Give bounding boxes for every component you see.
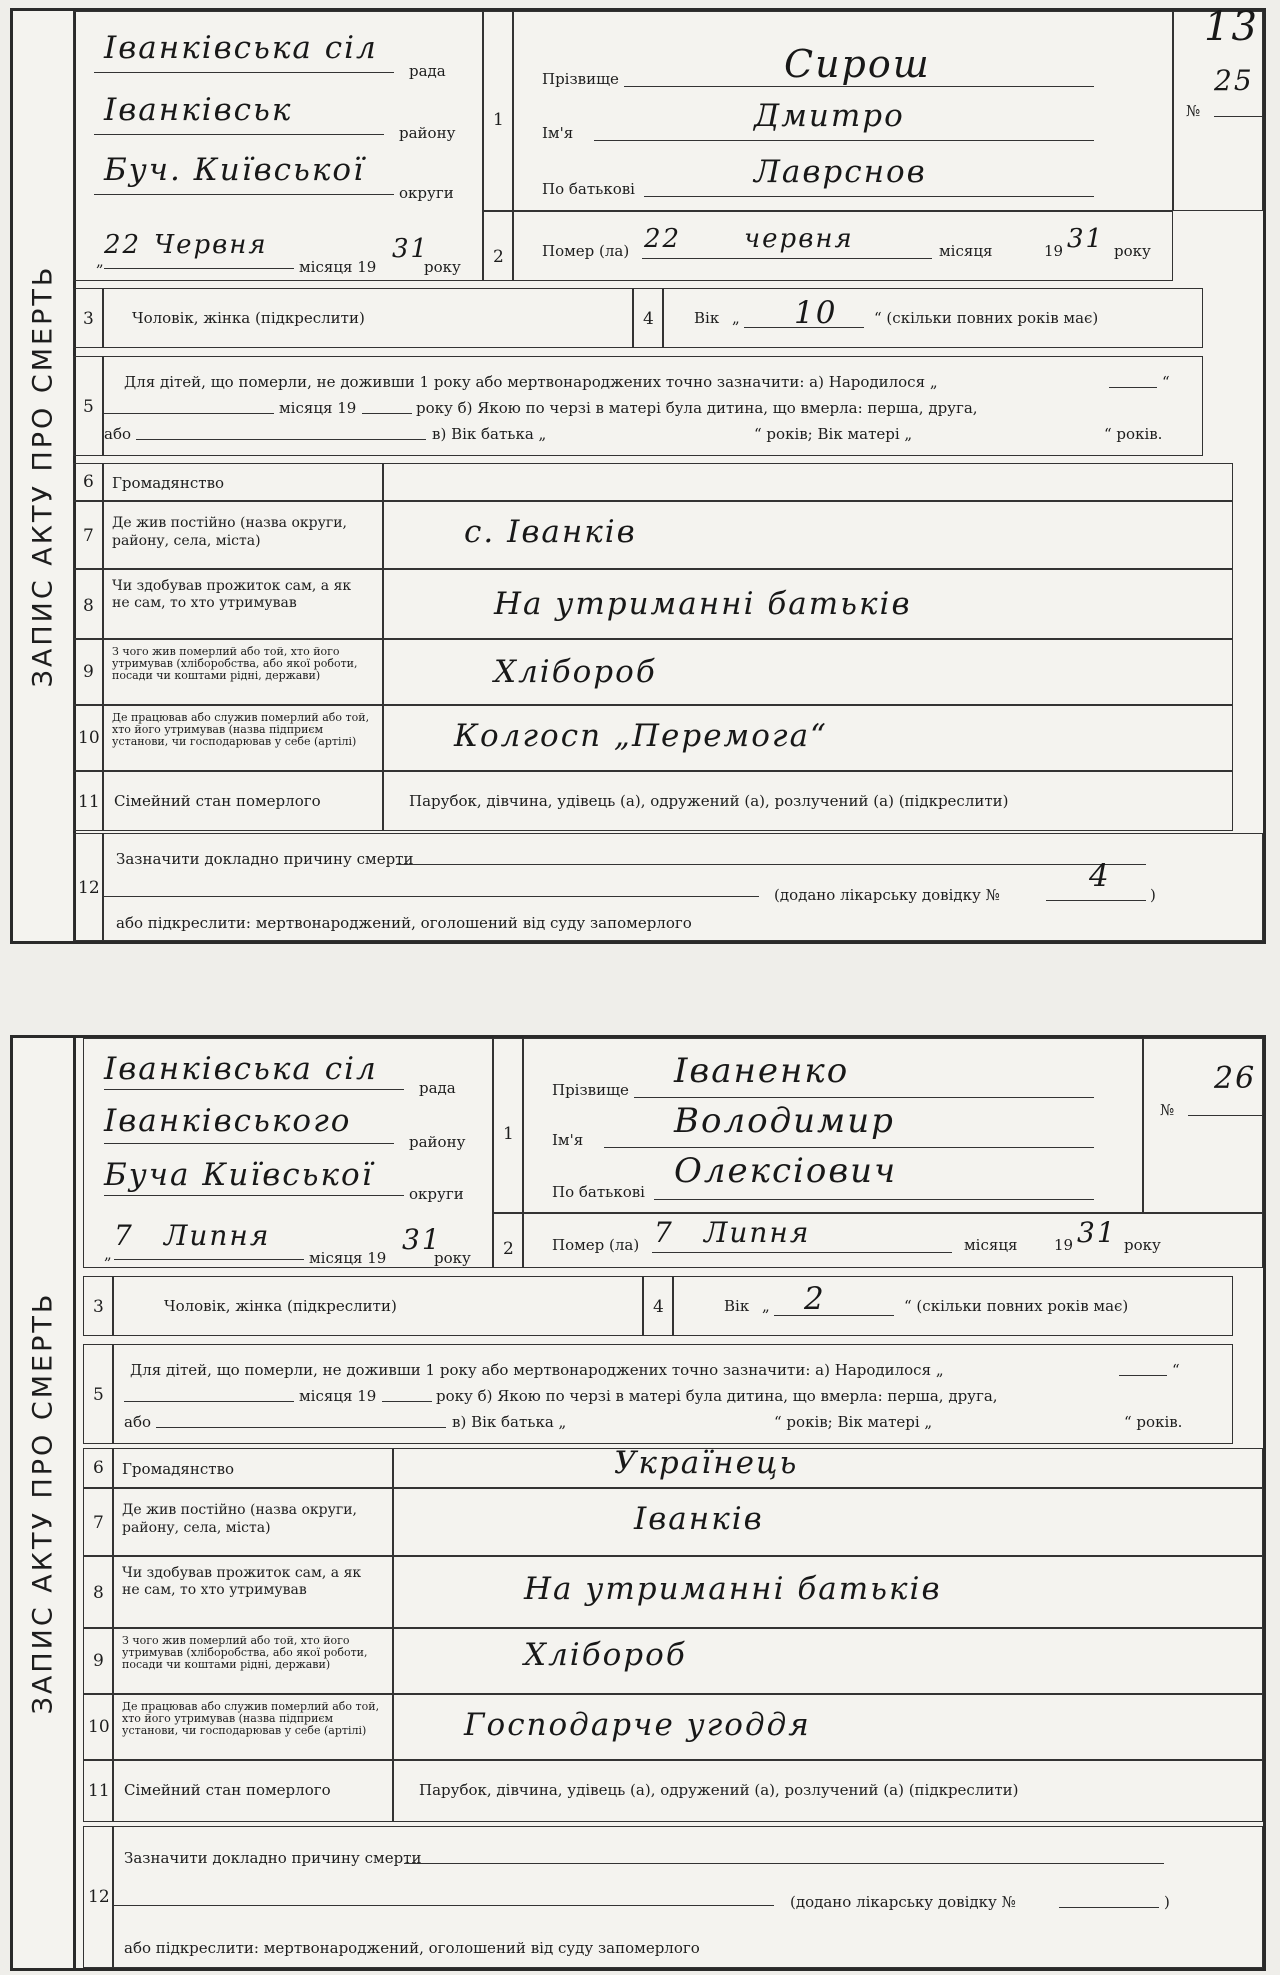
surname-value: Сирош: [784, 42, 931, 86]
death-record-form-2: ЗАПИС АКТУ ПРО СМЕРТЬ Іванківська сіл рада Іванківського району Буча Київської округи „ 7 Липня місяця 19 31 року 1 2 Прізвище Іваненко Ім'я Володимир По батькові Олексіович № 26 Помер (ла) 7 Липня місяця 19 31 року 3 Чоловік, жінка (підкреслити) 4 Вік „ 2 “ (скільки повних років має) 5 Для дітей, що померли, не доживши 1 року або мертвонароджених точно зазначити: а) Народилося „ “ місяця 19 року б) Якою по черзі в матері була дитина, що вмерла: перша, друга, або в) Вік батька „ “ років; Вік матері „ “ років. 6 Громадянство Українець 7 Де жив постійно (назва округи, району, села, міста) Іванків 8 Чи здобував прожиток сам, а як не сам, то хто утримував На утриманні батьків 9 З чого жив померлий або той, хто його утримував (хліборобства, або якої роботи, посади чи коштами рідні, держави) Хлібороб 10 Де працював або служив померлий або той, хто його утримував (назва підприєм установи, чи господарював у себе (артілі) Господарче угоддя 11 Сімейний стан померлого Парубок, дівчина, удівець (а), одружений (а), розлучений (а) (підкреслити) 12 Зазначити докладно причину смерти (додано лікарську довідку № ) або підкреслити: мертвонароджений, оголошений від суду запомерлого: [10, 1035, 1266, 1971]
record-number-cell: [1143, 1038, 1263, 1213]
death-roku: року: [1114, 242, 1151, 260]
sex-label: Чоловік, жінка (підкреслити): [132, 309, 365, 327]
children-text-2: місяця 19: [299, 1387, 377, 1405]
age-value: 10: [794, 295, 838, 331]
workplace-value: Господарче угоддя: [464, 1707, 811, 1743]
citizenship-label: Громадянство: [122, 1460, 235, 1478]
name-cell: [513, 11, 1173, 211]
death-month: червня: [744, 224, 854, 254]
side-title-strip: [13, 11, 76, 941]
death-nineteen: 19: [1044, 242, 1064, 260]
side-title-strip: [13, 1038, 76, 1968]
name-cell: [523, 1038, 1143, 1213]
death-label: Помер (ла): [542, 242, 630, 260]
children-text-6: “ років; Вік матері „: [754, 425, 913, 443]
children-text-1: Для дітей, що померли, не доживши 1 року або мертвонароджених точно зазначити: а) Народилося „: [124, 373, 938, 391]
support-value: На утриманні батьків: [524, 1571, 942, 1607]
record-number-cell: [1173, 4, 1263, 211]
cause-label: Зазначити докладно причину смерти: [116, 850, 414, 868]
support-value: На утриманні батьків: [494, 586, 912, 622]
children-text-6: “ років; Вік матері „: [774, 1413, 933, 1431]
council-value: Іванківська сіл: [104, 30, 378, 66]
residence-label: Де жив постійно (назва округи, району, села, міста): [122, 1502, 357, 1536]
children-cell: Для дітей, що померли, не доживши 1 року або мертвонароджених точно зазначити: а) Народилося „ “ місяця 19 року б) Якою по черзі в матері була дитина, що вмерла: перша, друга, або в) Вік батька „ “ років; Вік матері „ “ років.: [103, 356, 1203, 456]
cause-cell: Зазначити докладно причину смерти (додано лікарську довідку № 4 ) або підкреслити: мертвонароджений, оголошений від суду запомерлого: [103, 833, 1263, 941]
name-label: Ім'я: [542, 124, 574, 142]
age-hint: “ (скільки повних років має): [874, 309, 1099, 327]
record-number: 26: [1214, 1061, 1257, 1096]
patronymic-label: По батькові: [542, 180, 635, 198]
registry-office-cell: Іванківська сіл рада Іванківськ району Буч. Київської округи „ 22 Червня місяця 19 31 року: [73, 11, 483, 281]
patronymic-value: Лаврснов: [754, 154, 927, 190]
occupation-label: З чого жив померлий або той, хто його утримував (хліборобства, або якої роботи, посади чи коштами рідні, держави): [122, 1634, 368, 1671]
marital-label: Сімейний стан померлого: [114, 792, 321, 810]
age-label: Вік: [694, 309, 720, 327]
date-year: 31: [402, 1223, 442, 1256]
death-year: 31: [1067, 224, 1105, 254]
stillborn-label: або підкреслити: мертвонароджений, оголошений від суду запомерлого: [124, 1939, 700, 1957]
children-text-2: місяця 19: [279, 399, 357, 417]
occupation-value: Хлібороб: [524, 1637, 687, 1673]
stillborn-label: або підкреслити: мертвонароджений, оголошений від суду запомерлого: [116, 914, 692, 932]
workplace-label: Де працював або служив померлий або той, хто його утримував (назва підприєм установи, чи господарював у себе (артілі): [112, 711, 370, 748]
age-cell: Вік „ 10 “ (скільки повних років має): [663, 288, 1203, 348]
record-number: 25: [1214, 64, 1254, 97]
number-label: №: [1186, 102, 1201, 120]
residence-label: Де жив постійно (назва округи, району, села, міста): [112, 515, 347, 549]
children-text-7: “ років.: [1104, 425, 1163, 443]
rada-label: рада: [419, 1079, 456, 1097]
children-text-4: або: [104, 425, 132, 443]
district-value: Іванківського: [104, 1103, 352, 1139]
death-month-label: місяця: [964, 1236, 1018, 1254]
okruha-label: округи: [409, 1185, 464, 1203]
name-value: Володимир: [674, 1101, 895, 1141]
death-month-label: місяця: [939, 242, 993, 260]
marital-options: Парубок, дівчина, удівець (а), одружений (а), розлучений (а) (підкреслити): [409, 792, 1009, 810]
death-label: Помер (ла): [552, 1236, 640, 1254]
surname-label: Прізвище: [542, 70, 619, 88]
month-year-label: місяця 19: [309, 1249, 387, 1267]
death-year: 31: [1077, 1216, 1117, 1249]
roku-label: року: [434, 1249, 471, 1267]
side-title: ЗАПИС АКТУ ПРО СМЕРТЬ: [27, 1291, 59, 1715]
occupation-value: Хлібороб: [494, 654, 657, 690]
certificate-label: (додано лікарську довідку №: [790, 1893, 1016, 1911]
cause-label: Зазначити докладно причину смерти: [124, 1849, 422, 1867]
children-text-3: року б) Якою по черзі в матері була дитина, що вмерла: перша, друга,: [436, 1387, 998, 1405]
date-month: Липня: [164, 1219, 271, 1252]
name-value: Дмитро: [754, 98, 905, 134]
death-day: 22: [644, 224, 682, 254]
registry-office-cell: Іванківська сіл рада Іванківського району Буча Київської округи „ 7 Липня місяця 19 31 року: [83, 1038, 493, 1268]
cause-cell: Зазначити докладно причину смерти (додано лікарську довідку № ) або підкреслити: мертвонароджений, оголошений від суду запомерлого: [113, 1826, 1263, 1968]
age-hint: “ (скільки повних років має): [904, 1297, 1129, 1315]
okruha-value: Буча Київської: [104, 1157, 374, 1193]
citizenship-label: Громадянство: [112, 474, 225, 492]
children-text-5: в) Вік батька „: [432, 425, 547, 443]
certificate-label: (додано лікарську довідку №: [774, 886, 1000, 904]
date-month: Червня: [154, 230, 268, 260]
council-value: Іванківська сіл: [104, 1051, 378, 1087]
citizenship-value: Українець: [614, 1445, 799, 1481]
sex-label: Чоловік, жінка (підкреслити): [164, 1297, 397, 1315]
corner-mark: 13: [1204, 4, 1259, 50]
rada-label: рада: [409, 62, 446, 80]
age-cell: Вік „ 2 “ (скільки повних років має): [673, 1276, 1233, 1336]
month-year-label: місяця 19: [299, 258, 377, 276]
death-month: Липня: [704, 1216, 811, 1249]
raion-label: району: [409, 1133, 466, 1151]
district-value: Іванківськ: [104, 92, 293, 128]
patronymic-label: По батькові: [552, 1183, 645, 1201]
children-text-4: або: [124, 1413, 152, 1431]
okruha-value: Буч. Київської: [104, 152, 365, 188]
children-text-7: “ років.: [1124, 1413, 1183, 1431]
raion-label: району: [399, 124, 456, 142]
age-label: Вік: [724, 1297, 750, 1315]
name-label: Ім'я: [552, 1131, 584, 1149]
surname-label: Прізвище: [552, 1081, 629, 1099]
support-label: Чи здобував прожиток сам, а як не сам, то хто утримував: [122, 1565, 362, 1598]
occupation-label: З чого жив померлий або той, хто його утримував (хліборобства, або якої роботи, посади чи коштами рідні, держави): [112, 645, 358, 682]
residence-value: с. Іванків: [464, 514, 637, 550]
death-day: 7: [654, 1216, 674, 1249]
certificate-number: 4: [1089, 858, 1111, 894]
death-date-cell: [513, 211, 1173, 281]
number-label: №: [1160, 1101, 1175, 1119]
date-day: 7: [114, 1219, 134, 1252]
children-text-5: в) Вік батька „: [452, 1413, 567, 1431]
death-date-cell: [523, 1213, 1263, 1268]
death-record-form-1: ЗАПИС АКТУ ПРО СМЕРТЬ Іванківська сіл рада Іванківськ району Буч. Київської округи „ 22 Червня місяця 19 31 року 1 2 Прізвище Сирош Ім'я Дмитро По батькові Лаврснов № 25 13 Помер (ла) 22 червня місяця 19 31 року 3 Чоловік, жінка (підкреслити) 4 Вік „ 10 “ (скільки повних років має) 5 Для дітей, що померли, не доживши 1 року або мертвонароджених точно зазначити: а) Народилося „ “ місяця 19 року б) Якою по черзі в матері була дитина, що вмерла: перша, друга, або в) Вік батька „ “ років; Вік матері „ “ років. 6 Громадянство 7 Де жив постійно (назва округи, району, села, міста) с. Іванків 8 Чи здобував прожиток сам, а як не сам, то хто утримував На утриманні батьків 9 З чого жив померлий або той, хто його утримував (хліборобства, або якої роботи, посади чи коштами рідні, держави) Хлібороб 10 Де працював або служив померлий або той, хто його утримував (назва підприєм установи, чи господарював у себе (артілі) Колгосп „Перемога“ 11 Сімейний стан померлого Парубок, дівчина, удівець (а), одружений (а), розлучений (а) (підкреслити) 12 Зазначити докладно причину смерти (додано лікарську довідку № 4 ) або підкреслити: мертвонароджений, оголошений від суду запомерлого: [10, 8, 1266, 944]
surname-value: Іваненко: [674, 1051, 850, 1091]
children-text-3: року б) Якою по черзі в матері була дитина, що вмерла: перша, друга,: [416, 399, 978, 417]
death-nineteen: 19: [1054, 1236, 1074, 1254]
marital-options: Парубок, дівчина, удівець (а), одружений (а), розлучений (а) (підкреслити): [419, 1781, 1019, 1799]
residence-value: Іванків: [634, 1501, 764, 1537]
marital-label: Сімейний стан померлого: [124, 1781, 331, 1799]
date-year: 31: [392, 234, 430, 264]
workplace-value: Колгосп „Перемога“: [454, 718, 828, 754]
age-value: 2: [804, 1281, 826, 1317]
patronymic-value: Олексіович: [674, 1151, 898, 1191]
date-day: 22: [104, 230, 142, 260]
death-roku: року: [1124, 1236, 1161, 1254]
roku-label: року: [424, 258, 461, 276]
workplace-label: Де працював або служив померлий або той, хто його утримував (назва підприєм установи, чи господарював у себе (артілі): [122, 1700, 380, 1737]
children-cell: Для дітей, що померли, не доживши 1 року або мертвонароджених точно зазначити: а) Народилося „ “ місяця 19 року б) Якою по черзі в матері була дитина, що вмерла: перша, друга, або в) Вік батька „ “ років; Вік матері „ “ років.: [113, 1344, 1233, 1444]
children-text-1: Для дітей, що померли, не доживши 1 року або мертвонароджених точно зазначити: а) Народилося „: [130, 1361, 944, 1379]
okruha-label: округи: [399, 184, 454, 202]
support-label: Чи здобував прожиток сам, а як не сам, то хто утримував: [112, 578, 352, 611]
side-title: ЗАПИС АКТУ ПРО СМЕРТЬ: [27, 264, 59, 688]
